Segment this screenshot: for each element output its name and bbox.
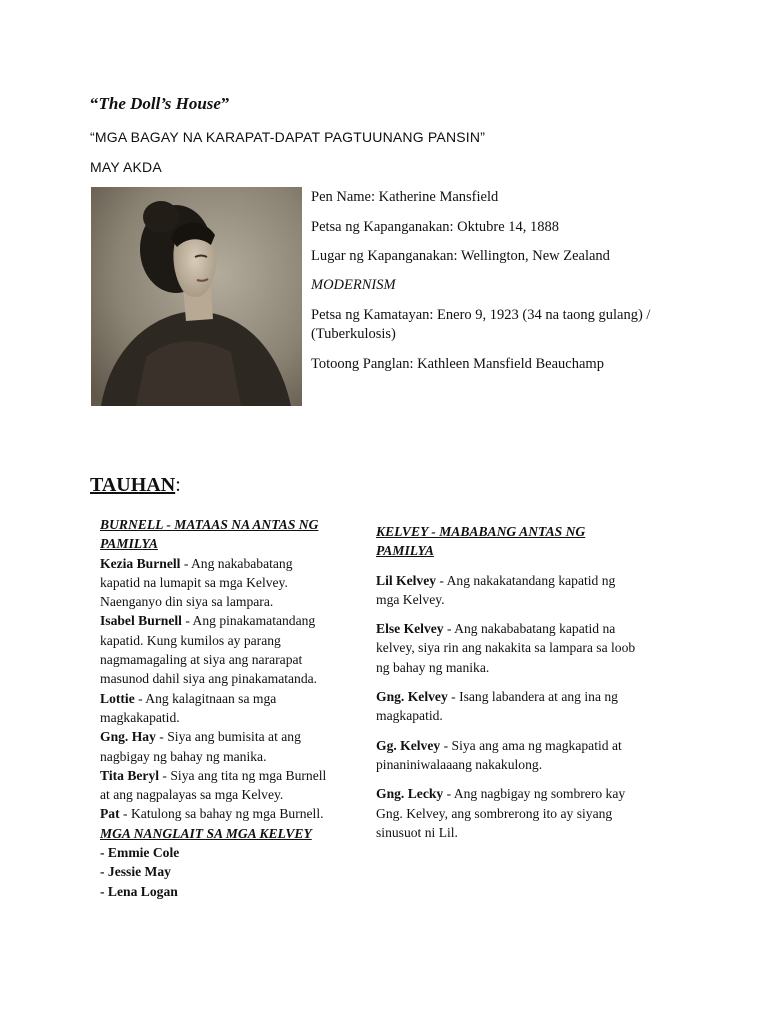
character-entry-else: Else Kelvey - Ang nakababatang kapatid na kelvey, siya rin ang nakakita sa lampara sa loob ng bahay ng manika.: [376, 621, 636, 675]
title-text: The Doll’s House: [98, 94, 221, 113]
character-name: Gng. Kelvey: [376, 689, 448, 705]
pen-name: Pen Name: Katherine Mansfield: [311, 189, 499, 205]
character-name: Lil Kelvey: [376, 572, 437, 588]
death-date: Petsa ng Kamatayan: Enero 9, 1923 (34 na taong gulang) /: [311, 307, 651, 323]
characters-heading-text: TAUHAN: [90, 474, 176, 496]
character-entry-gng-hay: Gng. Hay - Siya ang bumisita at ang nagbigay ng bahay ng manika.: [100, 729, 301, 764]
mockers-group-heading: MGA NANGLAIT SA MGA KELVEY: [100, 825, 312, 841]
subtitle: “MGA BAGAY NA KARAPAT-DAPAT PAGTUUNANG PANSIN”: [90, 129, 486, 145]
character-name: Gng. Lecky: [376, 786, 444, 802]
character-name: Pat: [100, 806, 120, 822]
death-cause: (Tuberkulosis): [311, 326, 396, 342]
character-name: Gng. Hay: [100, 729, 156, 745]
birth-date: Petsa ng Kapanganakan: Oktubre 14, 1888: [311, 219, 560, 235]
character-entry-pat: Pat - Katulong sa bahay ng mga Burnell.: [100, 806, 324, 822]
mocker-item: - Jessie May: [100, 864, 171, 880]
character-name: Lottie: [100, 690, 135, 706]
character-entry-lil: Lil Kelvey - Ang nakakatandang kapatid ng mga Kelvey.: [376, 572, 616, 607]
characters-heading-colon: :: [175, 474, 181, 496]
character-entry-kezia: Kezia Burnell - Ang nakababatang kapatid na lumapit sa mga Kelvey. Naenganyo din siya sa lampara.: [100, 555, 293, 610]
character-name: Kezia Burnell: [100, 555, 181, 571]
character-entry-isabel: Isabel Burnell - Ang pinakamatandang kapatid. Kung kumilos ay parang nagmamagaling at siya ang nararapat masunod dahil siya ang pinakamatanda.: [100, 613, 318, 687]
real-name: Totoong Panglan: Kathleen Mansfield Beauchamp: [311, 356, 604, 372]
literary-movement: MODERNISM: [311, 277, 396, 293]
title-close-quote: ”: [220, 94, 230, 113]
character-name: Tita Beryl: [100, 767, 160, 783]
mocker-item: - Lena Logan: [100, 883, 178, 899]
character-entry-tita-beryl: Tita Beryl - Siya ang tita ng mga Burnell at ang nagpalayas sa mga Kelvey.: [100, 767, 327, 803]
document-title: [90, 94, 229, 114]
character-entry-lottie: Lottie - Ang kalagitnaan sa mga magkakapatid.: [100, 690, 277, 725]
burnell-group-heading: BURNELL - MATAAS NA ANTAS NG PAMILYA: [100, 517, 319, 552]
character-entry-gg-kelvey: Gg. Kelvey - Siya ang ama ng magkapatid at pinaniniwalaaang nakakulong.: [376, 737, 622, 772]
author-heading: MAY AKDA: [90, 159, 162, 175]
kelvey-column: [376, 522, 676, 842]
title-open-quote: “: [90, 94, 99, 113]
mocker-item: - Emmie Cole: [100, 845, 180, 861]
kelvey-group-heading: KELVEY - MABABANG ANTAS NG PAMILYA: [376, 524, 586, 559]
burnell-column: [100, 515, 358, 901]
character-entry-gng-kelvey: Gng. Kelvey - Isang labandera at ang ina ng magkapatid.: [376, 689, 618, 724]
character-name: Gg. Kelvey: [376, 737, 441, 753]
character-name: Else Kelvey: [376, 621, 444, 637]
birth-place: Lugar ng Kapanganakan: Wellington, New Zealand: [311, 248, 610, 264]
character-name: Isabel Burnell: [100, 613, 182, 629]
characters-heading: [90, 474, 181, 497]
author-portrait: [91, 187, 302, 406]
character-entry-gng-lecky: Gng. Lecky - Ang nagbigay ng sombrero kay Gng. Kelvey, ang sombrerong ito ay siyang sinusuot ni Lil.: [376, 786, 626, 840]
